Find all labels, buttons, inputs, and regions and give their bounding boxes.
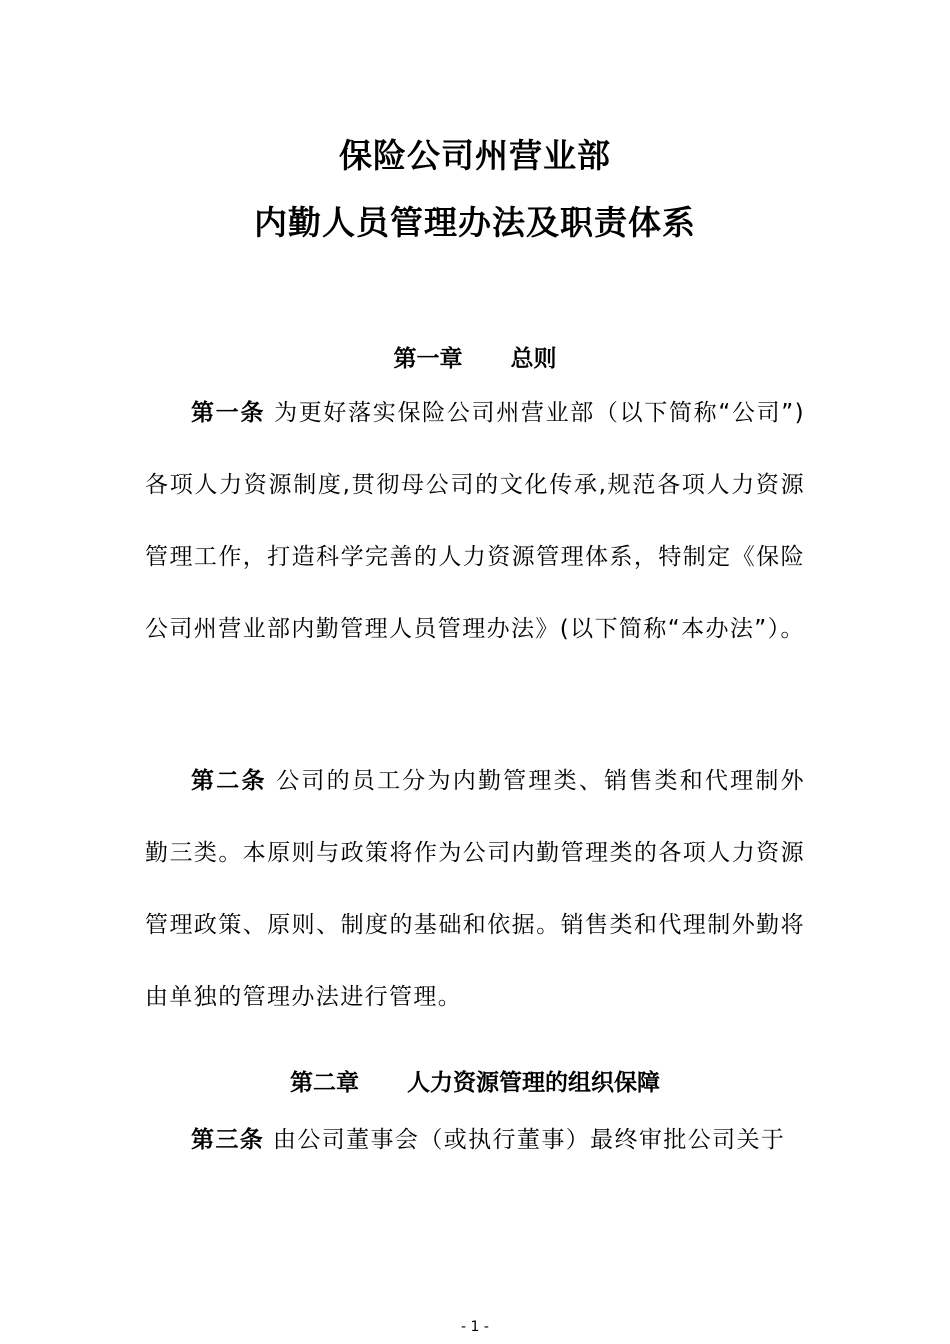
article-label: 第三条 xyxy=(191,1127,265,1153)
article-text: 由公司董事会（或执行董事）最终审批公司关于 xyxy=(272,1127,786,1153)
article-paragraph xyxy=(145,745,805,1033)
article-label: 第一条 xyxy=(191,400,266,426)
chapter-heading xyxy=(0,340,950,373)
article-text: 公司的员工分为内勤管理类、销售类和代理制外勤三类。本原则与政策将作为公司内勤管理类的各项人力资源管理政策、原则、制度的基础和依据。销售类和代理制外勤将由单独的管理办法进行管理。 xyxy=(145,768,805,1010)
article-label: 第二条 xyxy=(191,768,267,794)
chapter-title: 总则 xyxy=(510,346,557,372)
chapter-title: 人力资源管理的组织保障 xyxy=(407,1070,660,1096)
article-paragraph xyxy=(145,1104,805,1176)
chapter-heading xyxy=(0,1064,950,1097)
page-number: - 1 - xyxy=(461,1319,489,1335)
article-text: 为更好落实保险公司州营业部（以下简称“公司”)各项人力资源制度,贯彻母公司的文化传承,规范各项人力资源管理工作，打造科学完善的人力资源管理体系，特制定《保险公司州营业部内勤管理人员管理办法》(以下简称“本办法”）。 xyxy=(145,400,805,642)
chapter-number: 第一章 xyxy=(393,346,463,372)
article-paragraph xyxy=(145,377,805,665)
document-title-line2: 内勤人员管理办法及职责体系 xyxy=(254,203,696,242)
document-title-line1: 保险公司州营业部 xyxy=(339,136,611,175)
chapter-number: 第二章 xyxy=(290,1070,359,1096)
